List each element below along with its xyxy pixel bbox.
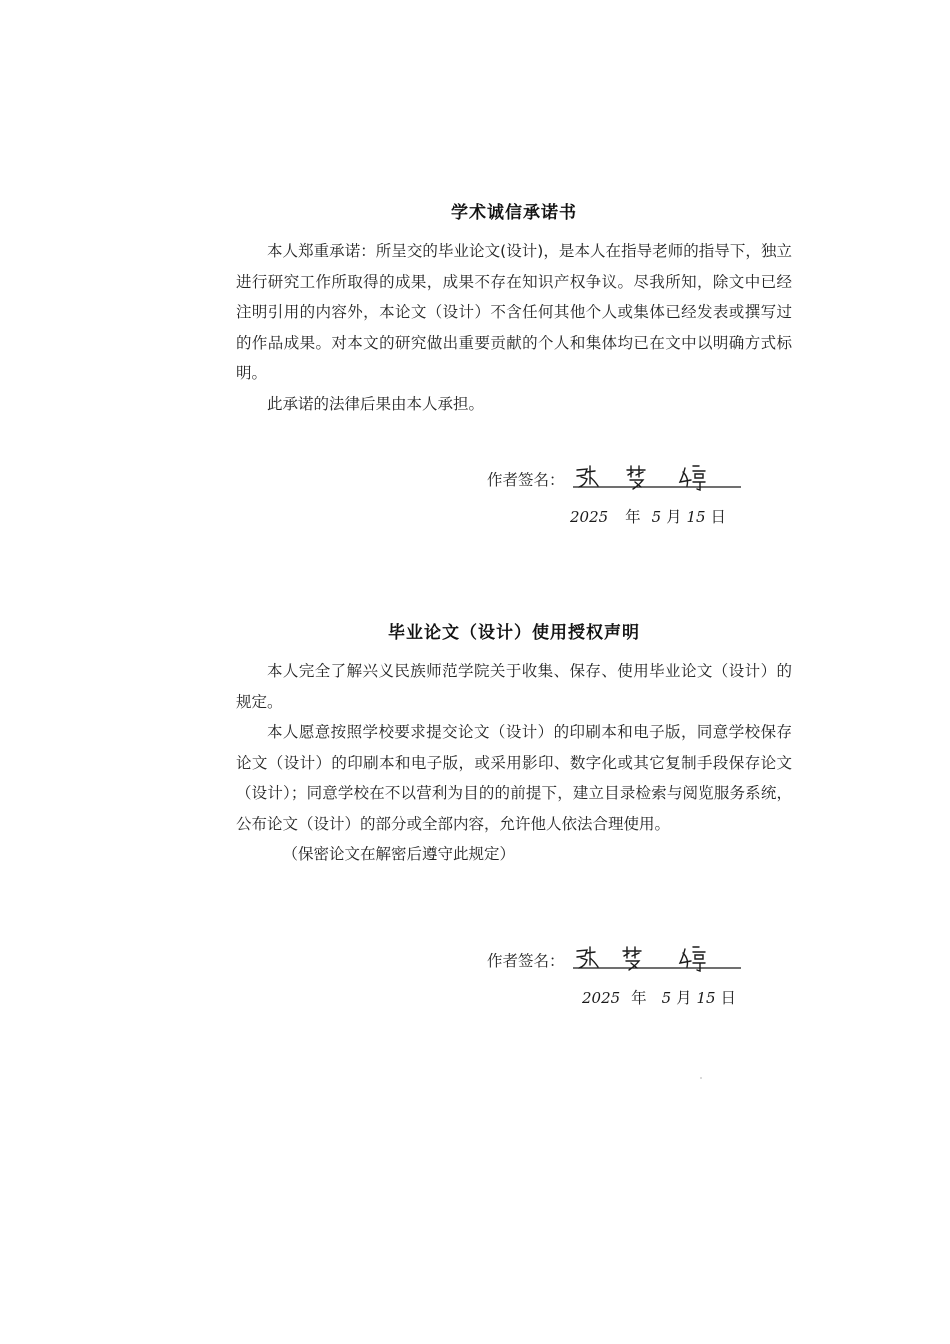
integrity-paragraph-1: 本人郑重承诺：所呈交的毕业论文(设计)，是本人在指导老师的指导下，独立进行研究工作所取得的成果，成果不存在知识产权争议。尽我所知，除文中已经注明引用的内容外，本论文（设计）不含任何其他个人或集体已经发表或撰写过的作品成果。对本文的研究做出重要贡献的个人和集体均已在文中以明确方式标明。 bbox=[236, 242, 792, 382]
integrity-signature-label: 作者签名： bbox=[487, 471, 565, 489]
authorization-signature-label: 作者签名： bbox=[487, 952, 565, 970]
authorization-confidential-note: （保密论文在解密后遵守此规定） bbox=[282, 845, 516, 863]
integrity-paragraph-2: 此承诺的法律后果由本人承担。 bbox=[267, 394, 485, 413]
authorization-paragraph-1: 本人完全了解兴义民族师范学院关于收集、保存、使用毕业论文（设计）的规定。 bbox=[236, 662, 792, 711]
authorization-date-year-label: 年 bbox=[631, 989, 647, 1007]
integrity-pledge-title: 学术诚信承诺书 bbox=[451, 203, 577, 223]
integrity-date-month: 5 bbox=[651, 508, 662, 526]
authorization-date bbox=[582, 986, 736, 1012]
integrity-date-year: 2025 bbox=[570, 508, 609, 526]
integrity-date-year-label: 年 bbox=[625, 508, 641, 526]
integrity-date-month-label: 月 bbox=[666, 508, 682, 526]
authorization-statement-section bbox=[236, 618, 792, 870]
authorization-date-day-label: 日 bbox=[720, 989, 737, 1007]
integrity-handwritten-signature bbox=[573, 460, 743, 492]
integrity-pledge-section bbox=[236, 198, 792, 419]
integrity-date-day-label: 日 bbox=[710, 508, 727, 526]
authorization-statement-title: 毕业论文（设计）使用授权声明 bbox=[388, 623, 640, 643]
authorization-date-day: 15 bbox=[696, 989, 716, 1007]
scan-speck bbox=[700, 1077, 702, 1079]
authorization-paragraph-2: 本人愿意按照学校要求提交论文（设计）的印刷本和电子版，同意学校保存论文（设计）的印刷本和电子版，或采用影印、数字化或其它复制手段保存论文（设计）；同意学校在不以营利为目的的前提下，建立目录检索与阅览服务系统，公布论文（设计）的部分或全部内容，允许他人依法合理使用。 bbox=[236, 723, 792, 833]
authorization-handwritten-signature bbox=[573, 941, 743, 973]
integrity-date bbox=[570, 505, 726, 531]
integrity-date-day: 15 bbox=[686, 508, 706, 526]
authorization-date-month: 5 bbox=[661, 989, 672, 1007]
authorization-date-year: 2025 bbox=[582, 989, 621, 1007]
authorization-date-month-label: 月 bbox=[676, 989, 692, 1007]
